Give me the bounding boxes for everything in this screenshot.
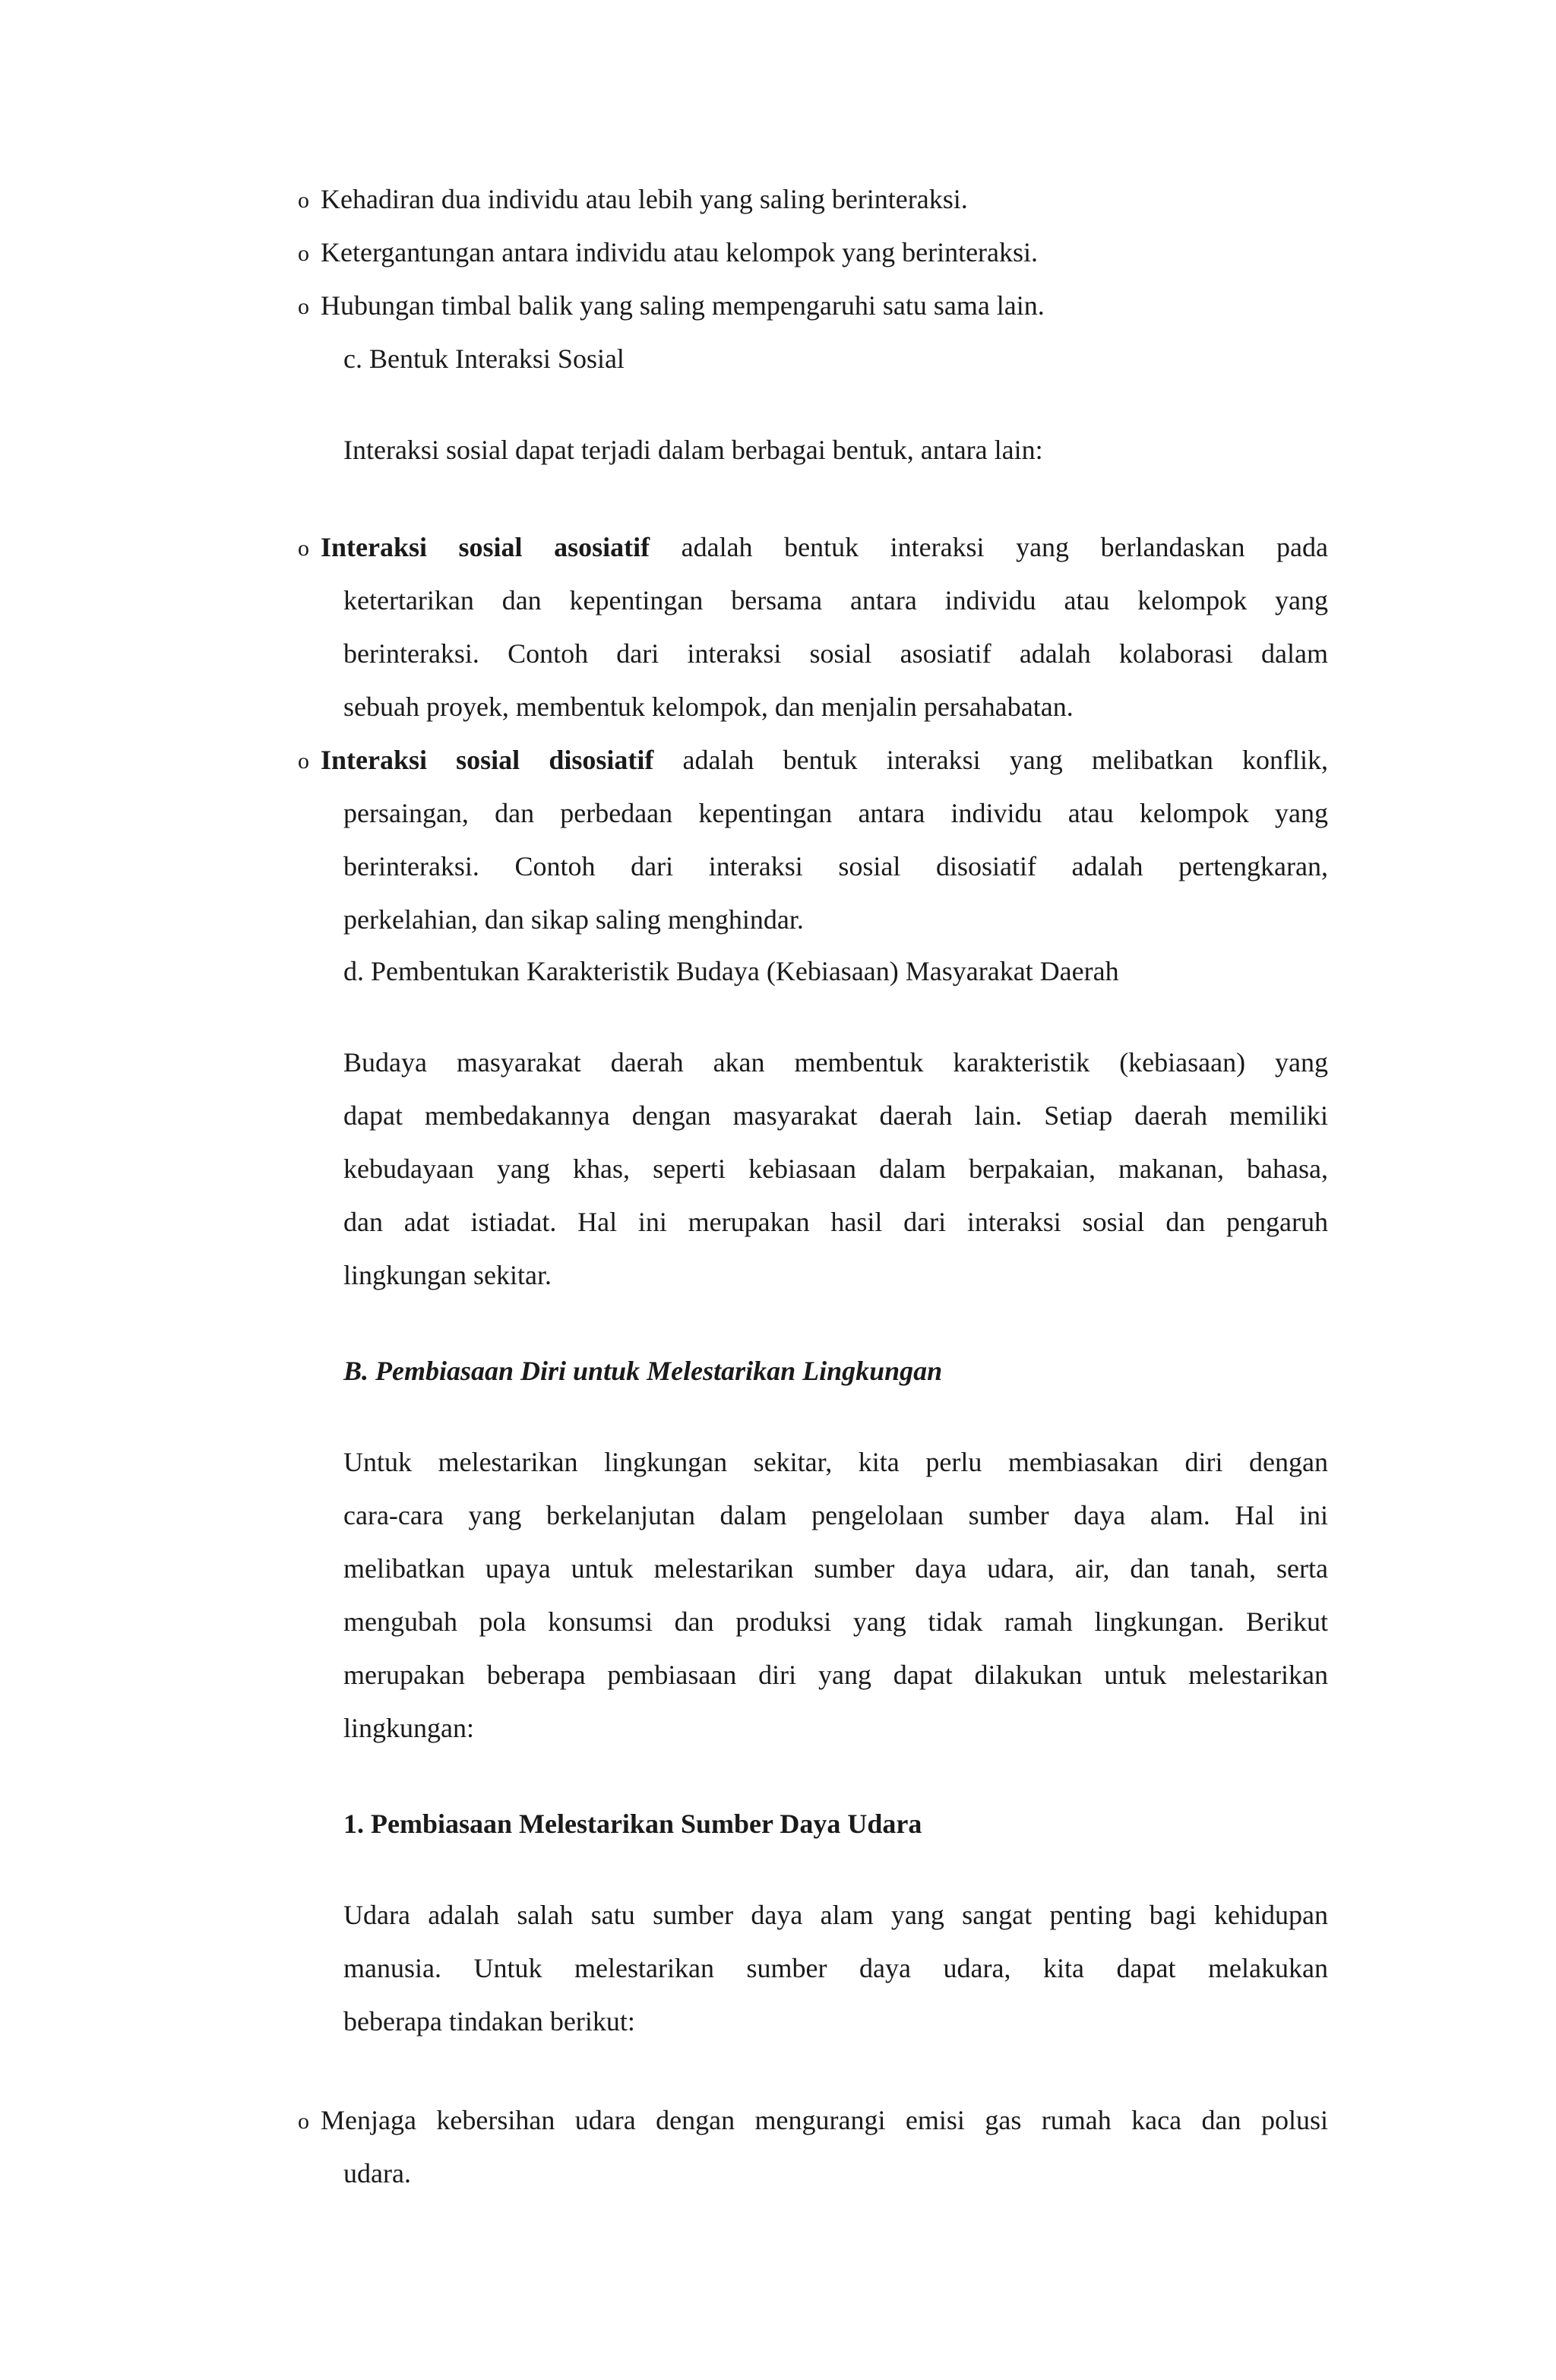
term: Interaksi sosial disosiatif — [321, 745, 654, 775]
paragraph-line: lingkungan: — [343, 1713, 474, 1743]
paragraph-line: Untuk melestarikan lingkungan sekitar, kita perlu membiasakan diri dengan — [343, 1447, 1328, 1477]
section-heading: B. Pembiasaan Diri untuk Melestarikan Lingkungan — [343, 1356, 943, 1386]
bullet-mark: o — [298, 188, 309, 213]
paragraph-line: sebuah proyek, membentuk kelompok, dan menjalin persahabatan. — [343, 692, 1074, 722]
bullet-mark: o — [298, 536, 309, 561]
paragraph-line: persaingan, dan perbedaan kepentingan antara individu atau kelompok yang — [343, 798, 1328, 828]
list-item-first-line: Menjaga kebersihan udara dengan mengurangi emisi gas rumah kaca dan polusi — [321, 2105, 1328, 2135]
bullet-mark: o — [298, 748, 309, 774]
bullet-mark: o — [298, 2109, 309, 2134]
paragraph-line: Interaksi sosial dapat terjadi dalam berbagai bentuk, antara lain: — [343, 435, 1043, 465]
paragraph-line: mengubah pola konsumsi dan produksi yang tidak ramah lingkungan. Berikut — [343, 1606, 1328, 1637]
paragraph-line: perkelahian, dan sikap saling menghindar. — [343, 904, 804, 935]
paragraph-line: kebudayaan yang khas, seperti kebiasaan dalam berpakaian, makanan, bahasa, — [343, 1154, 1328, 1184]
list-item-first-line: Interaksi sosial asosiatif adalah bentuk interaksi yang berlandaskan pada — [321, 532, 1328, 562]
section-heading: 1. Pembiasaan Melestarikan Sumber Daya Udara — [343, 1809, 922, 1839]
list-item: Hubungan timbal balik yang saling mempengaruhi satu sama lain. — [321, 290, 1045, 321]
paragraph-line: Budaya masyarakat daerah akan membentuk karakteristik (kebiasaan) yang — [343, 1047, 1328, 1078]
list-item-first-line: Interaksi sosial disosiatif adalah bentuk interaksi yang melibatkan konflik, — [321, 745, 1328, 775]
paragraph-line: udara. — [343, 2158, 411, 2189]
bullet-mark: o — [298, 241, 309, 266]
list-item: Ketergantungan antara individu atau kelompok yang berinteraksi. — [321, 237, 1039, 267]
bullet-mark: o — [298, 294, 309, 319]
section-heading: c. Bentuk Interaksi Sosial — [343, 343, 625, 374]
paragraph-line: Udara adalah salah satu sumber daya alam yang sangat penting bagi kehidupan — [343, 1900, 1328, 1930]
paragraph-line: berinteraksi. Contoh dari interaksi sosial asosiatif adalah kolaborasi dalam — [343, 638, 1328, 669]
paragraph-line: melibatkan upaya untuk melestarikan sumber daya udara, air, dan tanah, serta — [343, 1553, 1328, 1584]
section-heading: d. Pembentukan Karakteristik Budaya (Kebiasaan) Masyarakat Daerah — [343, 956, 1119, 986]
paragraph-line: cara-cara yang berkelanjutan dalam pengelolaan sumber daya alam. Hal ini — [343, 1500, 1328, 1530]
paragraph-line: lingkungan sekitar. — [343, 1260, 552, 1290]
paragraph-line: merupakan beberapa pembiasaan diri yang dapat dilakukan untuk melestarikan — [343, 1660, 1328, 1690]
list-item: Kehadiran dua individu atau lebih yang saling berinteraksi. — [321, 184, 968, 214]
paragraph-line: manusia. Untuk melestarikan sumber daya udara, kita dapat melakukan — [343, 1953, 1328, 1983]
paragraph-line: ketertarikan dan kepentingan bersama antara individu atau kelompok yang — [343, 585, 1328, 616]
term: Interaksi sosial asosiatif — [321, 532, 650, 562]
paragraph-line: beberapa tindakan berikut: — [343, 2006, 635, 2037]
paragraph-line: dan adat istiadat. Hal ini merupakan hasil dari interaksi sosial dan pengaruh — [343, 1207, 1328, 1237]
paragraph-line: dapat membedakannya dengan masyarakat daerah lain. Setiap daerah memiliki — [343, 1100, 1328, 1131]
paragraph-line: berinteraksi. Contoh dari interaksi sosial disosiatif adalah pertengkaran, — [343, 851, 1328, 881]
